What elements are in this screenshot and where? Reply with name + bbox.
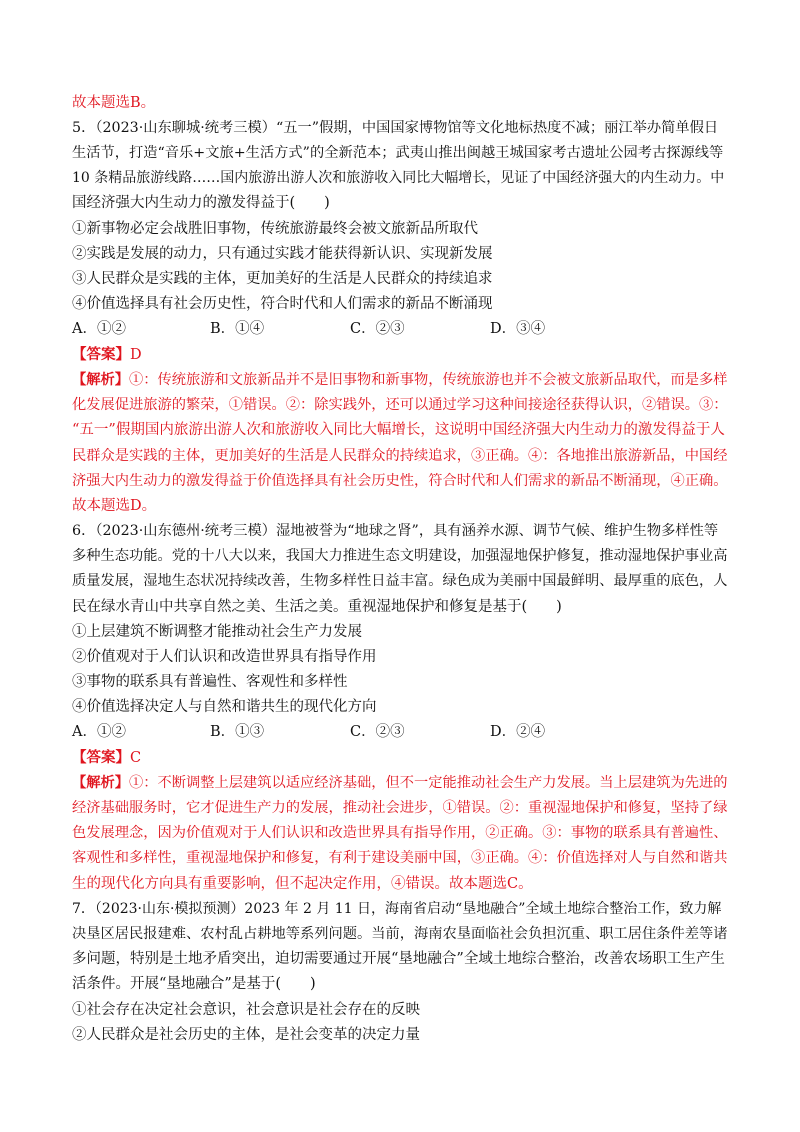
q6-analysis-line-1 [72, 773, 728, 793]
q5-analysis-text-1: ①：传统旅游和文旅新品并不是旧事物和新事物，传统旅游也并不会被文旅新品取代，而是多样 [129, 372, 728, 388]
q5-analysis-line-5: 济强大内生动力的激发得益于价值选择具有社会历史性，符合时代和人们需求的新品不断涌现，④正确。 [72, 473, 728, 489]
q6-answer [72, 748, 141, 768]
q5-option-a: A．①② [72, 321, 126, 337]
q5-stem-line-3: 10 条精品旅游线路……国内旅游出游人次和旅游收入同比大幅增长，见证了中国经济强大的内生动力。中 [72, 170, 725, 186]
q5-analysis-line-6: 故本题选D。 [72, 498, 157, 514]
q6-stem-line-1: 6．（2023·山东德州·统考三模）湿地被誉为“地球之肾”，具有涵养水源、调节气候、维护生物多样性等 [72, 523, 719, 539]
q6-answer-label: 【答案】 [72, 749, 130, 766]
q5-analysis-line-1 [72, 370, 728, 390]
q6-option-d: D．②④ [490, 724, 546, 740]
q7-statement-2: ②人民群众是社会历史的主体，是社会变革的决定力量 [72, 1027, 420, 1043]
q6-analysis-line-3: 色发展理念，因为价值观对于人们认识和改造世界具有指导作用，②正确。③：事物的联系具有普遍性、 [72, 825, 728, 841]
q6-analysis-text-1: ①：不断调整上层建筑以适应经济基础，但不一定能推动社会生产力发展。当上层建筑为先进的 [129, 775, 728, 791]
q6-analysis-line-2: 经济基础服务时，它才促进生产力的发展，推动社会进步，①错误。②：重视湿地保护和修复，坚持了绿 [72, 800, 728, 816]
q5-stem-line-1: 5．（2023·山东聊城·统考三模）“五一”假期，中国国家博物馆等文化地标热度不减；丽江举办简单假日 [72, 120, 719, 136]
q5-statement-4: ④价值选择具有社会历史性，符合时代和人们需求的新品不断涌现 [72, 296, 493, 312]
q6-stem-line-4: 民在绿水青山中共享自然之美、生活之美。重视湿地保护和修复是基于( ) [72, 599, 562, 615]
q5-analysis-line-4: 民群众是实践的主体，更加美好的生活是人民群众的持续追求，③正确。④：各地推出旅游新品，中国经 [72, 448, 728, 464]
q7-stem-line-3: 多问题，特别是土地矛盾突出，迫切需要通过开展“垦地融合”全域土地综合整治，改善农场职工生产生 [72, 951, 725, 967]
q5-stem-line-2: 生活节，打造“音乐+文旅+生活方式”的全新范本；武夷山推出闽越王城国家考古遗址公园考古探源线等 [72, 145, 724, 161]
q5-answer-label: 【答案】 [72, 346, 130, 363]
q6-statement-4: ④价值选择决定人与自然和谐共生的现代化方向 [72, 699, 377, 715]
q5-option-d: D．③④ [490, 321, 546, 337]
q5-statement-1: ①新事物必定会战胜旧事物，传统旅游最终会被文旅新品所取代 [72, 221, 478, 237]
q5-option-b: B．①④ [210, 321, 265, 337]
q5-statement-3: ③人民群众是实践的主体，更加美好的生活是人民群众的持续追求 [72, 271, 493, 287]
q5-option-c: C．②③ [350, 321, 405, 337]
q6-stem-line-3: 质量发展，湿地生态状况持续改善，生物多样性日益丰富。绿色成为美丽中国最鲜明、最厚重的底色，人 [72, 573, 728, 589]
q6-option-a: A．①② [72, 724, 126, 740]
q6-analysis-label: 【解析】 [72, 775, 130, 791]
q5-answer-value: D [130, 347, 142, 363]
q6-statement-1: ①上层建筑不断调整才能推动社会生产力发展 [72, 624, 362, 640]
q5-analysis-label: 【解析】 [72, 372, 130, 388]
q6-statement-3: ③事物的联系具有普遍性、客观性和多样性 [72, 674, 348, 690]
q6-analysis-line-4: 客观性和多样性，重视湿地保护和修复，有利于建设美丽中国，③正确。④：价值选择对人与自然和谐共 [72, 850, 728, 866]
q7-stem-line-4: 活条件。开展“垦地融合”是基于( ) [72, 976, 316, 992]
q5-stem-line-4: 国经济强大内生动力的激发得益于( ) [72, 195, 330, 211]
q5-statement-2: ②实践是发展的动力，只有通过实践才能获得新认识、实现新发展 [72, 246, 493, 262]
q5-analysis-line-2: 化发展促进旅游的繁荣，①错误。②：除实践外，还可以通过学习这种间接途径获得认识，②错误。③： [72, 397, 728, 413]
q6-answer-value: C [130, 750, 142, 766]
q6-option-c: C．②③ [350, 724, 405, 740]
q5-answer [72, 345, 142, 365]
q6-stem-line-2: 多种生态功能。党的十八大以来，我国大力推进生态文明建设，加强湿地保护修复，推动湿地保护事业高 [72, 548, 728, 564]
q7-stem-line-2: 决垦区居民报建难、农村乱占耕地等系列问题。当前，海南农垦面临社会负担沉重、职工居住条件差等诸 [72, 926, 728, 942]
q6-analysis-line-5: 生的现代化方向具有重要影响，但不起决定作用，④错误。故本题选C。 [72, 876, 533, 892]
q6-statement-2: ②价值观对于人们认识和改造世界具有指导作用 [72, 649, 377, 665]
prev-conclusion: 故本题选B。 [72, 95, 156, 111]
q7-statement-1: ①社会存在决定社会意识，社会意识是社会存在的反映 [72, 1002, 420, 1018]
q7-stem-line-1: 7．（2023·山东·模拟预测）2023 年 2 月 11 日，海南省启动“垦地融合”全域土地综合整治工作，致力解 [72, 901, 722, 917]
q6-option-b: B．①③ [210, 724, 265, 740]
q5-analysis-line-3: “五一”假期国内旅游出游人次和旅游收入同比大幅增长，这说明中国经济强大内生动力的激发得益于人 [72, 422, 725, 438]
